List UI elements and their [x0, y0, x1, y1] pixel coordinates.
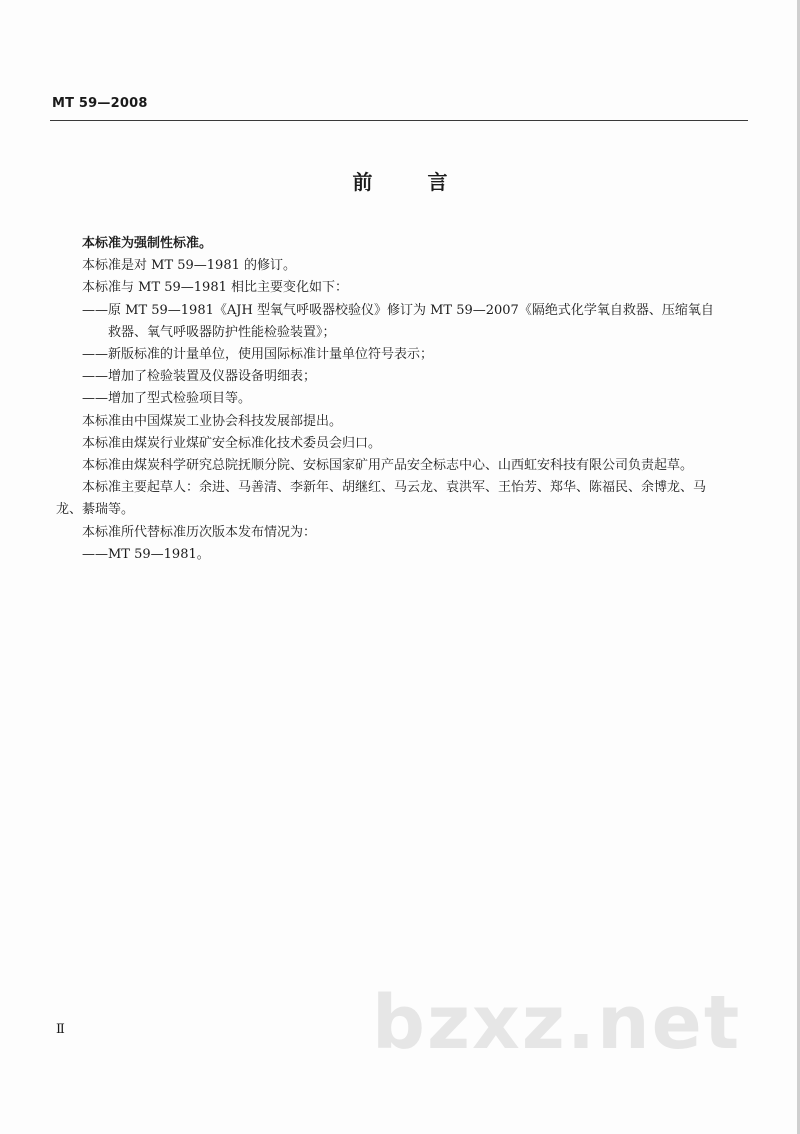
page-number: Ⅱ [56, 1022, 65, 1037]
standard-number: MT 59—2008 [52, 96, 148, 111]
watermark: bzxz.net [372, 980, 742, 1066]
paragraph-proposed-by: 本标准由中国煤炭工业协会科技发展部提出。 [82, 413, 343, 429]
change-item: ——增加了型式检验项目等。 [82, 391, 252, 407]
paragraph-mandatory: 本标准为强制性标准。 [82, 236, 213, 251]
paragraph-revision: 本标准是对 MT 59—1981 的修订。 [82, 258, 297, 274]
paragraph-centralized-by: 本标准由煤炭行业煤矿安全标准化技术委员会归口。 [82, 435, 382, 451]
header-rule [50, 120, 748, 121]
document-body [56, 233, 716, 566]
paragraph-history-intro: 本标准所代替标准历次版本发布情况为： [82, 524, 317, 540]
paragraph-drafters: 本标准主要起草人：余进、马善清、李新年、胡继红、马云龙、袁洪军、王怡芳、郑华、陈福民、余博龙、马龙、綦瑞等。 [56, 480, 707, 518]
history-item: ——MT 59—1981。 [82, 546, 210, 562]
change-item: ——原 MT 59—1981《AJH 型氧气呼吸器校验仪》修订为 MT 59—2007《隔绝式化学氧自救器、压缩氧自救器、氧气呼吸器防护性能检验装置》； [82, 302, 714, 340]
change-item: ——新版标准的计量单位，使用国际标准计量单位符号表示； [82, 347, 434, 363]
paragraph-changes-intro: 本标准与 MT 59—1981 相比主要变化如下： [82, 280, 349, 296]
paragraph-drafted-by: 本标准由煤炭科学研究总院抚顺分院、安标国家矿用产品安全标志中心、山西虹安科技有限公司负责起草。 [82, 458, 694, 474]
page-title: 前 言 [352, 170, 472, 194]
change-item: ——增加了检验装置及仪器设备明细表； [82, 369, 317, 385]
